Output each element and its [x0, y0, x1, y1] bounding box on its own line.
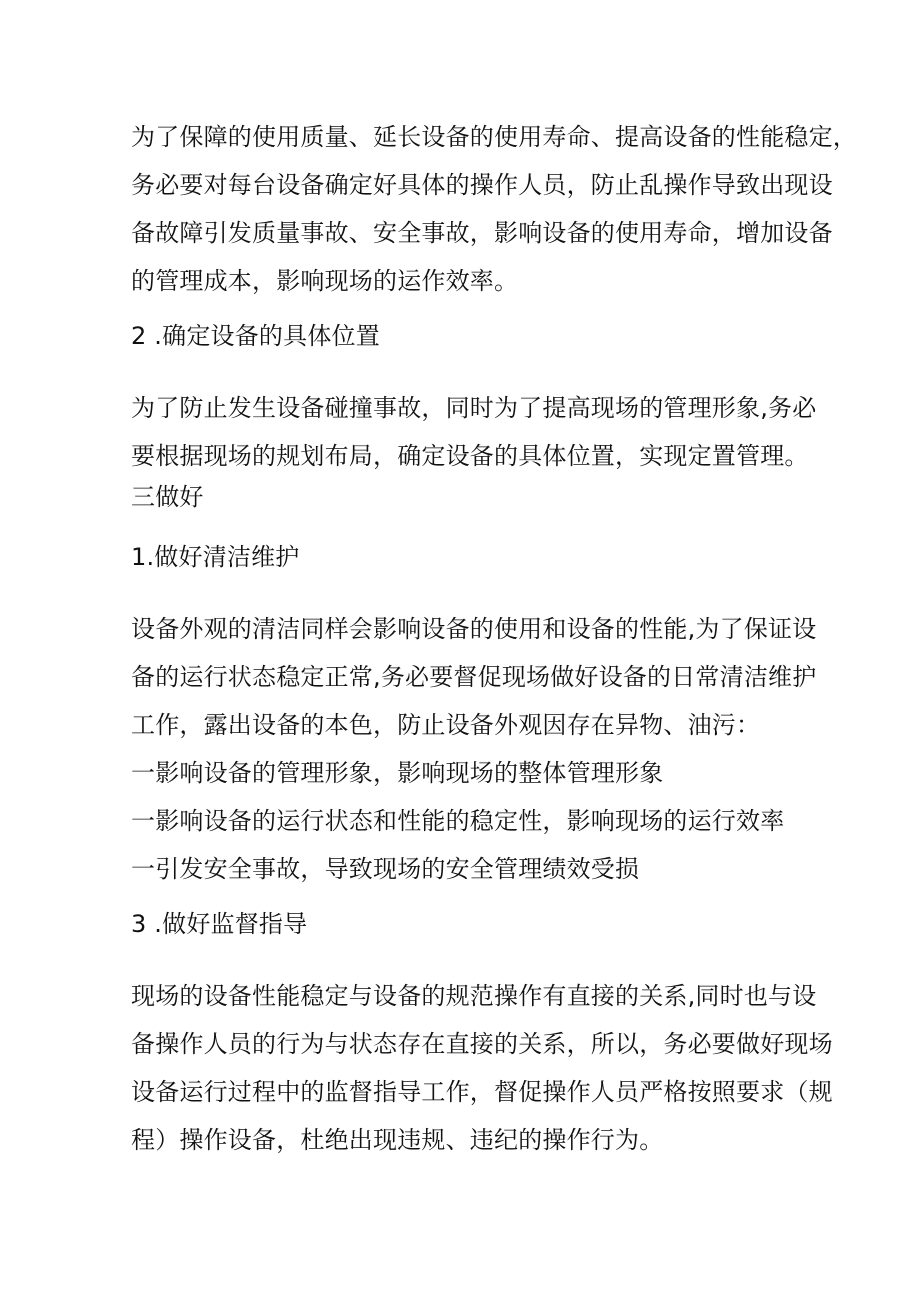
paragraph-line: 备的运行状态稳定正常,务必要督促现场做好设备的日常清洁维护 — [131, 663, 817, 691]
paragraph-line: 现场的设备性能稳定与设备的规范操作有直接的关系,同时也与设 — [131, 982, 817, 1010]
list-item: 一影响设备的管理形象，影响现场的整体管理形象 — [131, 759, 664, 787]
paragraph-line: 要根据现场的规划布局，确定设备的具体位置，实现定置管理。 — [131, 442, 809, 470]
paragraph-line: 设备外观的清洁同样会影响设备的使用和设备的性能,为了保证设 — [131, 615, 817, 643]
paragraph-line: 设备运行过程中的监督指导工作，督促操作人员严格按照要求（规 — [131, 1078, 833, 1106]
paragraph-line: 为了防止发生设备碰撞事故，同时为了提高现场的管理形象,务必 — [131, 394, 817, 422]
paragraph-line: 备故障引发质量事故、安全事故，影响设备的使用寿命，增加设备 — [131, 219, 833, 247]
list-item: 一影响设备的运行状态和性能的稳定性，影响现场的运行效率 — [131, 807, 785, 835]
section-heading: 三做好 — [131, 483, 204, 511]
paragraph-line: 备操作人员的行为与状态存在直接的关系，所以，务必要做好现场 — [131, 1030, 833, 1058]
paragraph-line: 程）操作设备，杜绝出现违规、违纪的操作行为。 — [131, 1126, 664, 1154]
paragraph-line: 的管理成本，影响现场的运作效率。 — [131, 267, 519, 295]
section-heading: 2 .确定设备的具体位置 — [131, 322, 380, 350]
section-heading: 1.做好清洁维护 — [131, 543, 300, 571]
paragraph-line: 务必要对每台设备确定好具体的操作人员，防止乱操作导致出现设 — [131, 171, 833, 199]
paragraph-line: 为了保障的使用质量、延长设备的使用寿命、提高设备的性能稳定， — [131, 123, 857, 151]
list-item: 一引发安全事故，导致现场的安全管理绩效受损 — [131, 855, 640, 883]
section-heading: 3 .做好监督指导 — [131, 910, 308, 938]
paragraph-line: 工作，露出设备的本色，防止设备外观因存在异物、油污： — [131, 711, 761, 739]
